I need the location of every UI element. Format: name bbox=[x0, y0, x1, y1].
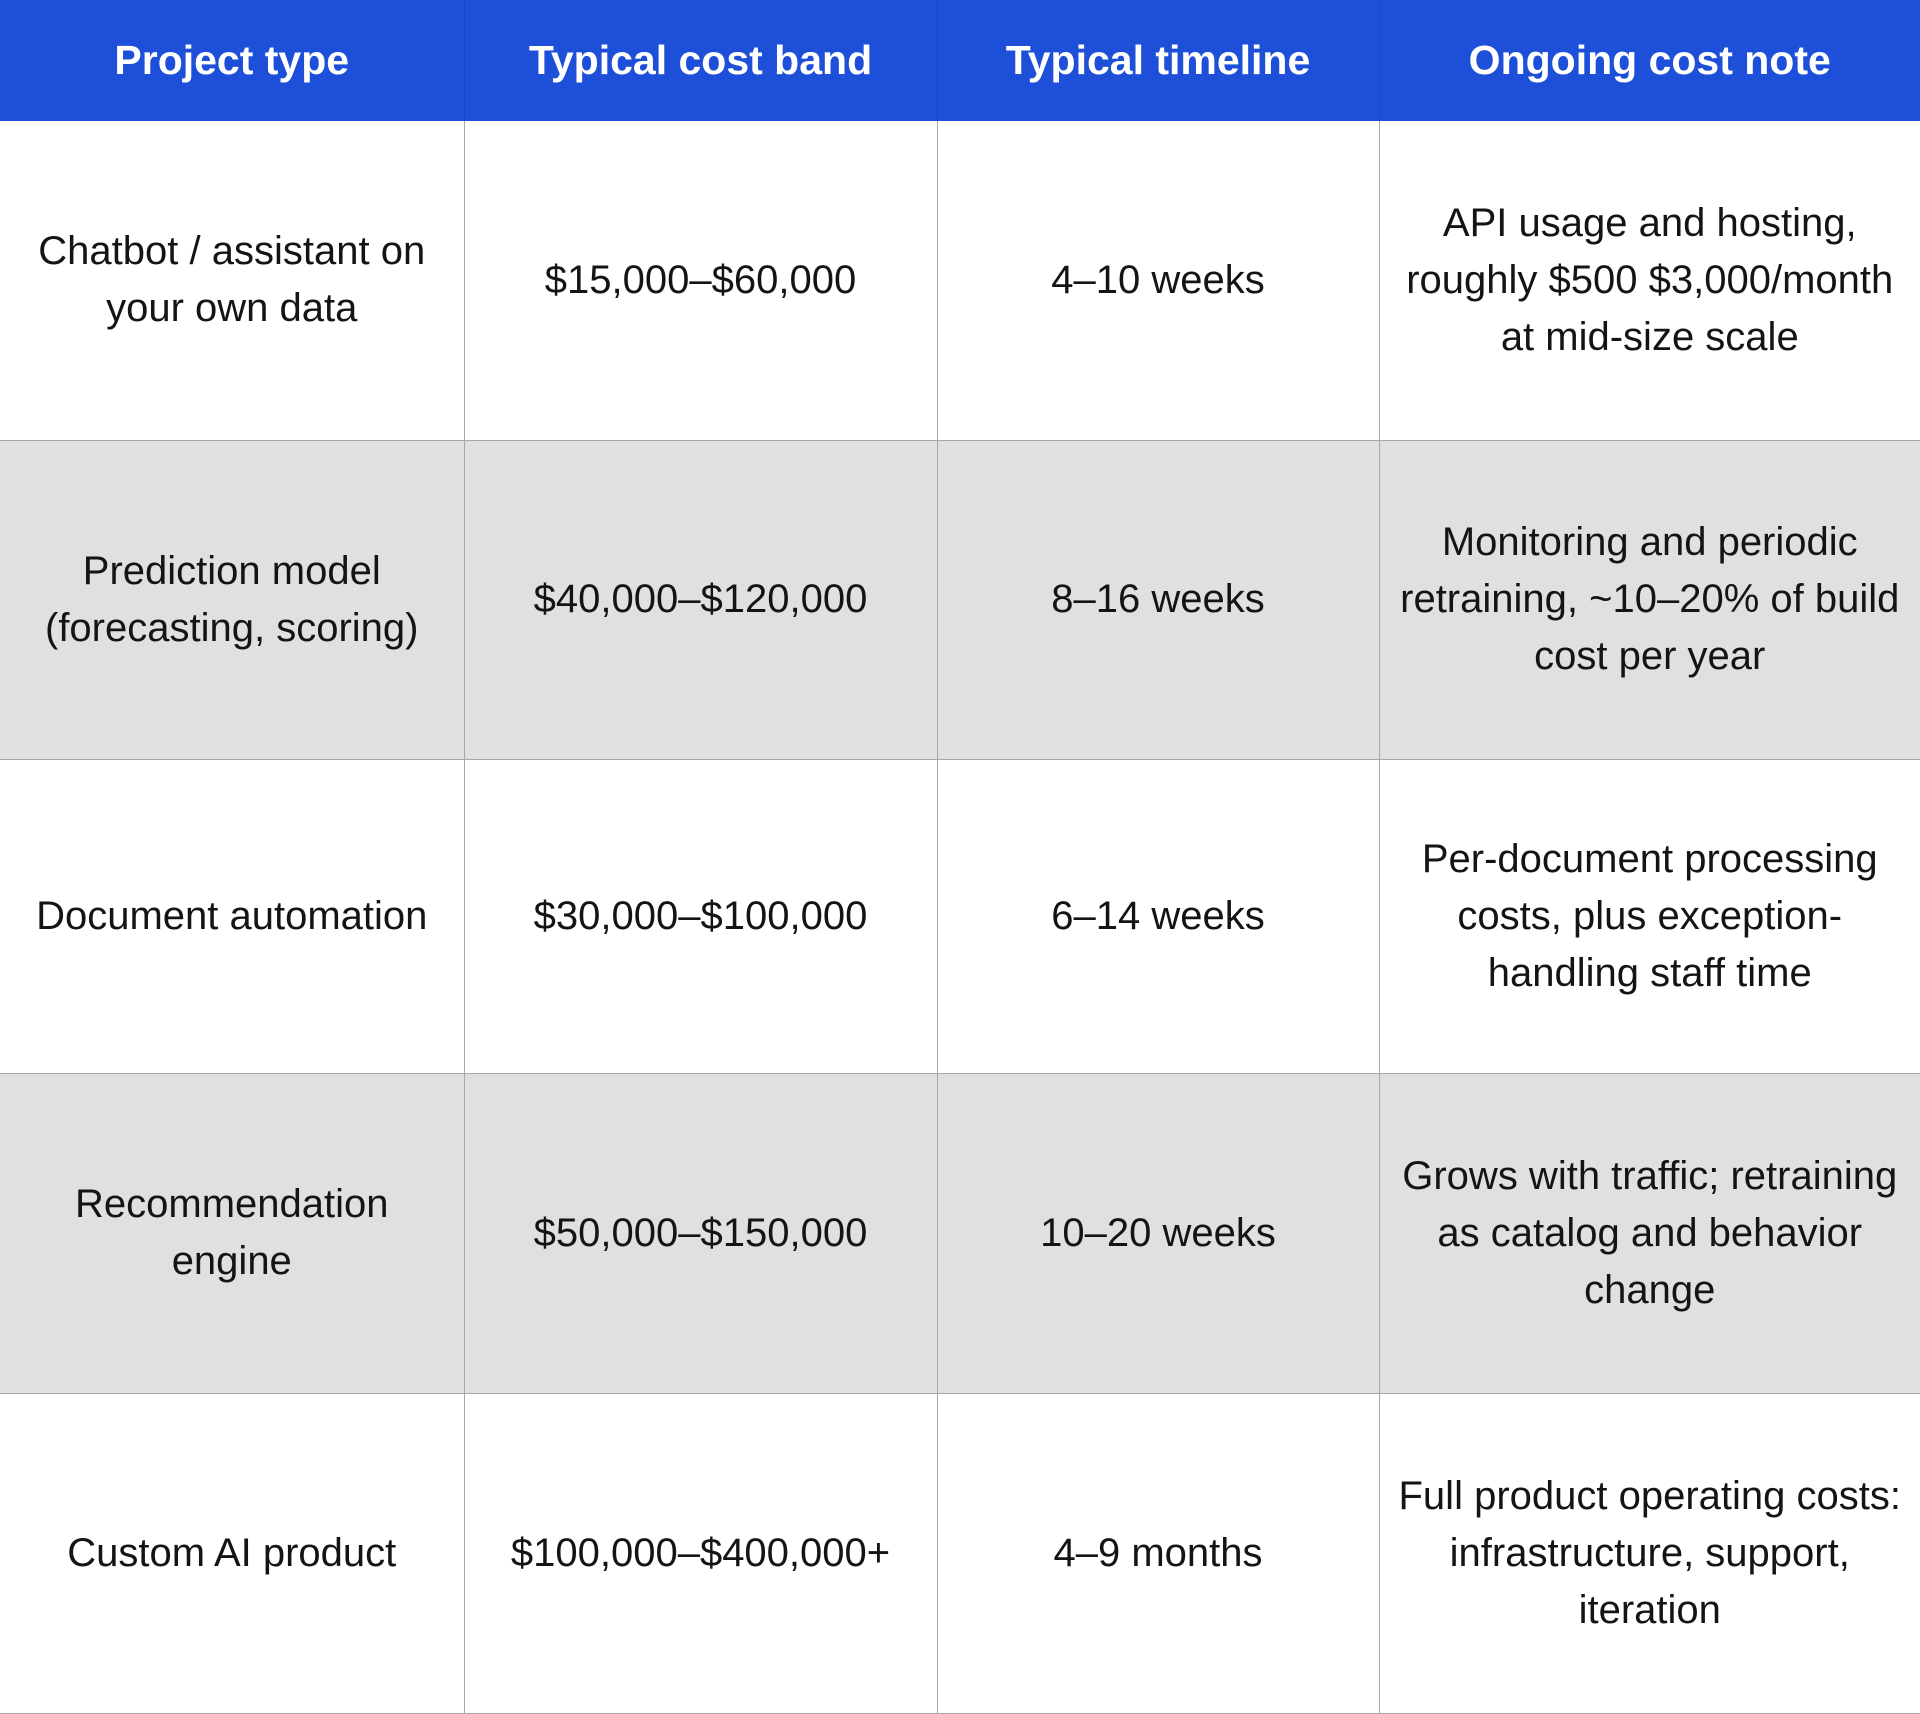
table-row bbox=[0, 121, 1920, 440]
project-type-cell: Prediction model (forecasting, scoring) bbox=[0, 440, 464, 759]
project-type-cell: Recommendation engine bbox=[0, 1073, 464, 1393]
project-type-cell: Chatbot / assistant on your own data bbox=[0, 121, 464, 440]
header-cost-band: Typical cost band bbox=[464, 0, 937, 121]
header-row bbox=[0, 0, 1920, 121]
cost-band-cell: $30,000–$100,000 bbox=[464, 759, 937, 1073]
table-body bbox=[0, 121, 1920, 1713]
header-timeline: Typical timeline bbox=[937, 0, 1379, 121]
table-header bbox=[0, 0, 1920, 121]
timeline-cell: 10–20 weeks bbox=[937, 1073, 1379, 1393]
table-row bbox=[0, 1073, 1920, 1393]
cost-band-cell: $100,000–$400,000+ bbox=[464, 1393, 937, 1713]
ongoing-note-cell: Full product operating costs: infrastructure, support, iteration bbox=[1379, 1393, 1920, 1713]
timeline-cell: 8–16 weeks bbox=[937, 440, 1379, 759]
cost-band-cell: $15,000–$60,000 bbox=[464, 121, 937, 440]
ongoing-note-cell: Monitoring and periodic retraining, ~10–20% of build cost per year bbox=[1379, 440, 1920, 759]
project-type-cell: Custom AI product bbox=[0, 1393, 464, 1713]
project-type-cell: Document automation bbox=[0, 759, 464, 1073]
table-row bbox=[0, 759, 1920, 1073]
ongoing-note-cell: API usage and hosting, roughly $500 $3,000/month at mid-size scale bbox=[1379, 121, 1920, 440]
ongoing-note-cell: Grows with traffic; retraining as catalog and behavior change bbox=[1379, 1073, 1920, 1393]
ongoing-note-cell: Per-document processing costs, plus exception-handling staff time bbox=[1379, 759, 1920, 1073]
cost-band-cell: $40,000–$120,000 bbox=[464, 440, 937, 759]
cost-band-cell: $50,000–$150,000 bbox=[464, 1073, 937, 1393]
table-row bbox=[0, 440, 1920, 759]
timeline-cell: 4–10 weeks bbox=[937, 121, 1379, 440]
timeline-cell: 6–14 weeks bbox=[937, 759, 1379, 1073]
header-ongoing-note: Ongoing cost note bbox=[1379, 0, 1920, 121]
table-row bbox=[0, 1393, 1920, 1713]
timeline-cell: 4–9 months bbox=[937, 1393, 1379, 1713]
header-project-type: Project type bbox=[0, 0, 464, 121]
